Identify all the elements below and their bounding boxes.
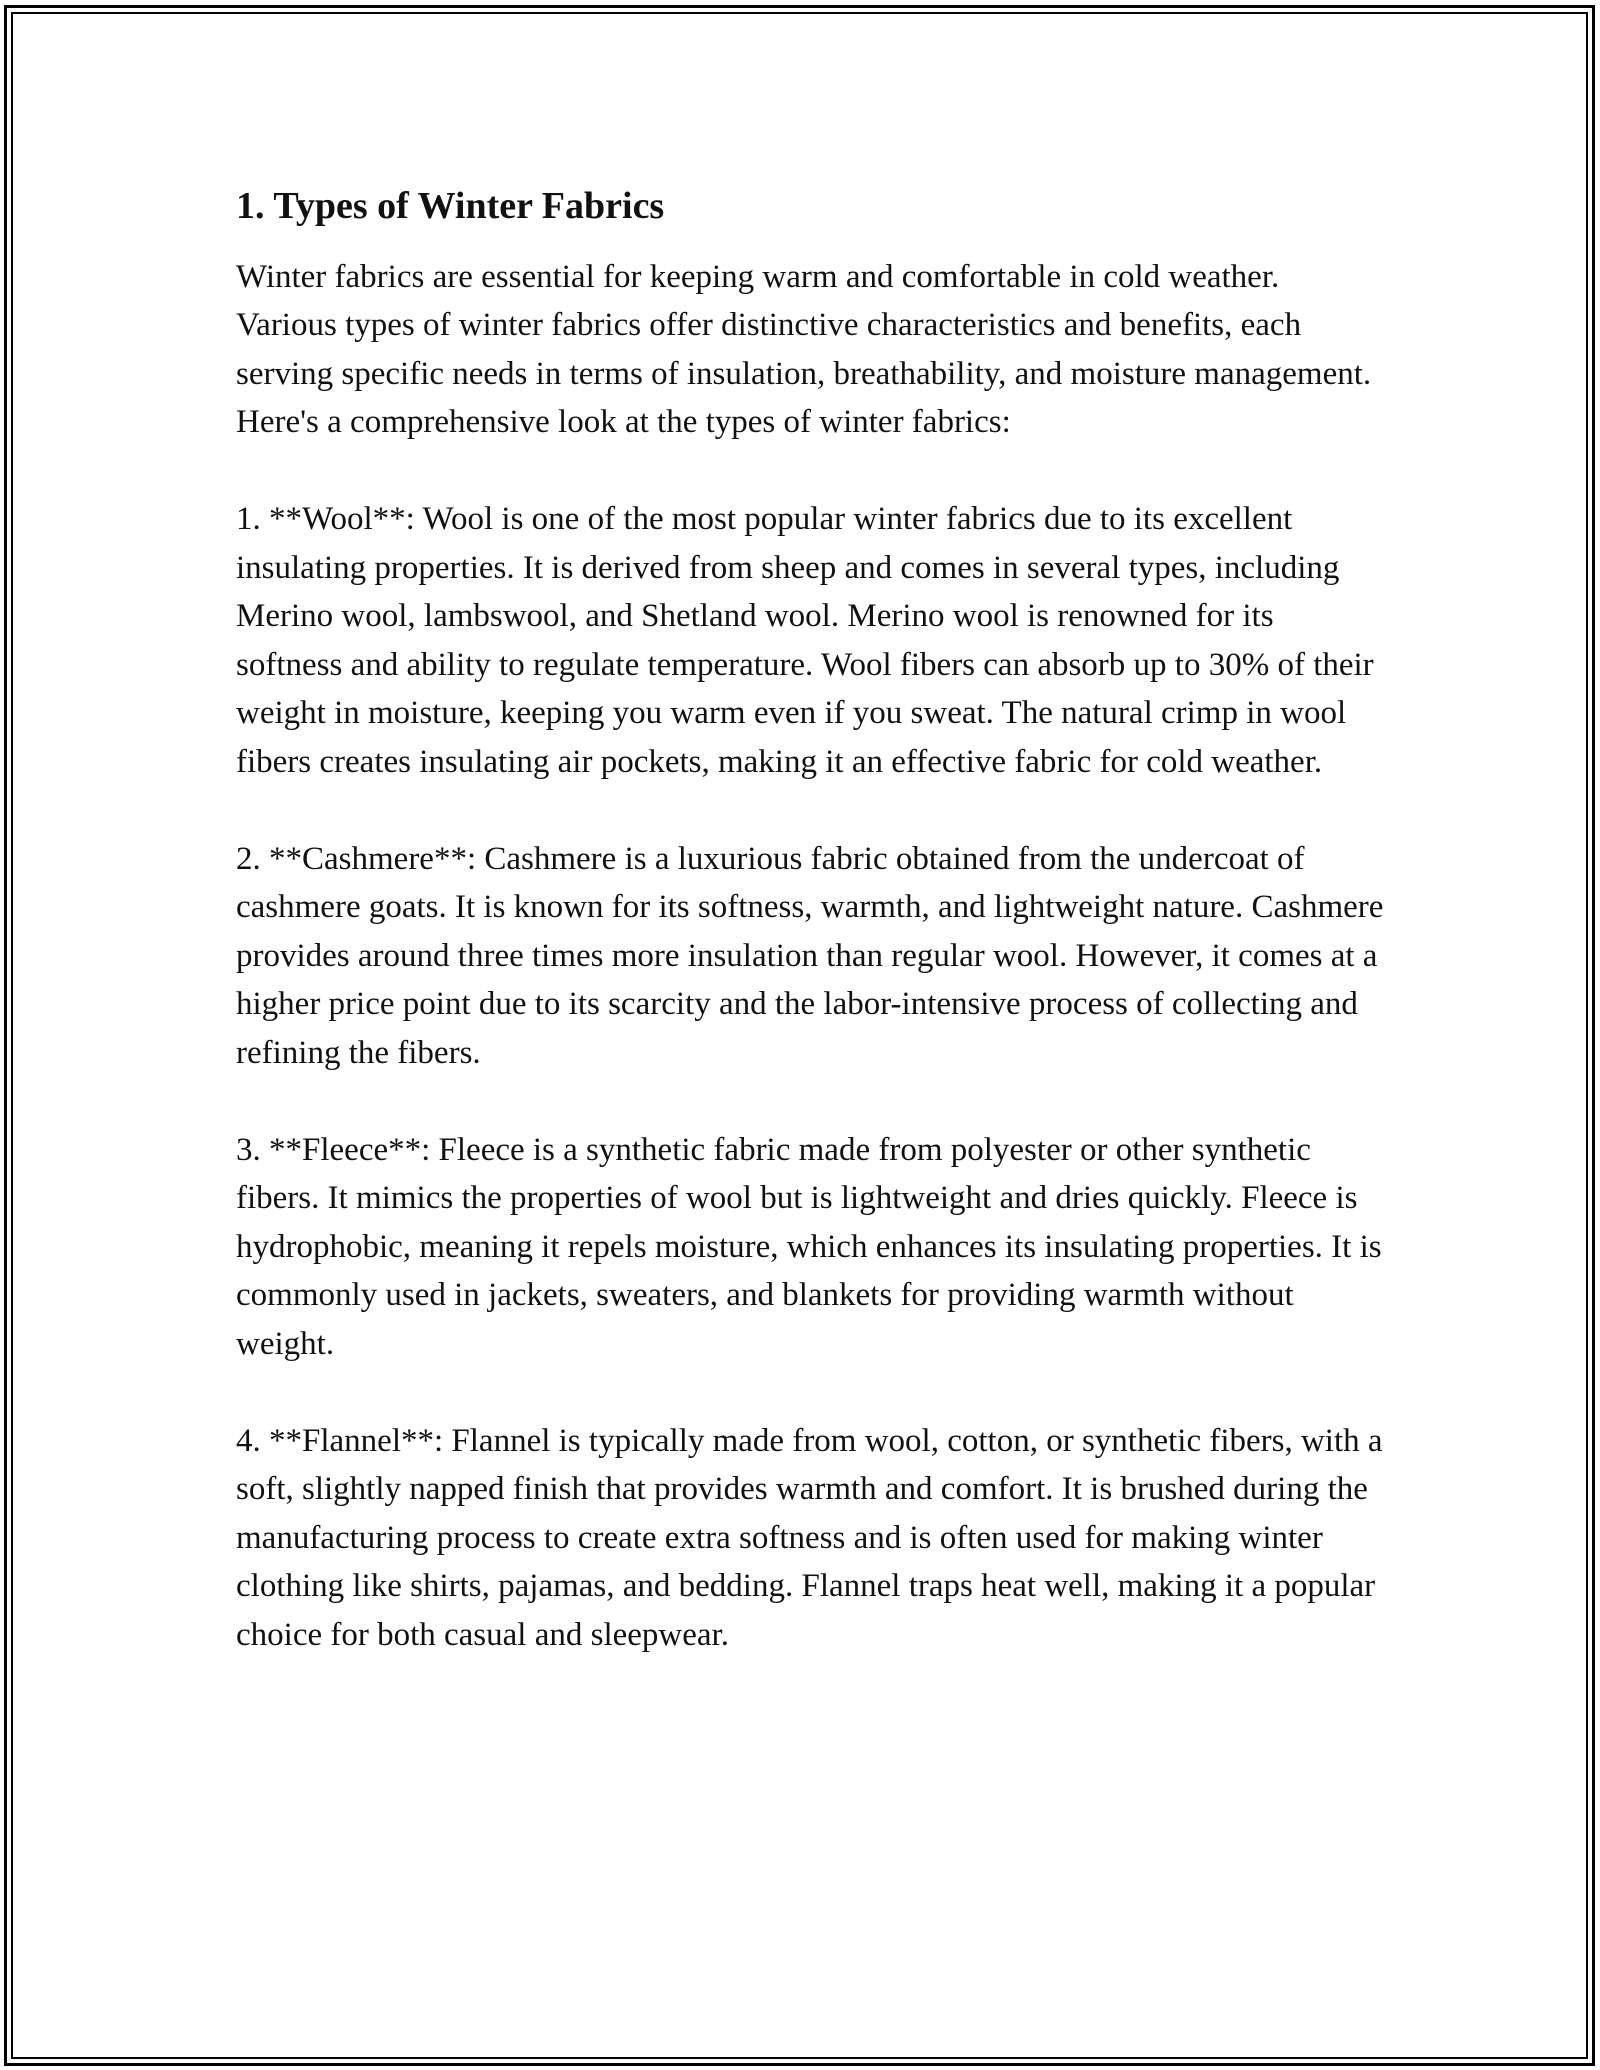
- cashmere-paragraph: 2. **Cashmere**: Cashmere is a luxurious fabric obtained from the undercoat of cashmere goats. It is known for its softness, warmth, and lightweight nature. Cashmere provides around three times more insulation than regular wool. However, it comes at a higher price point due to its scarcity and the labor-intensive process of collecting and refining the fibers.: [236, 840, 1384, 1071]
- wool-paragraph: 1. **Wool**: Wool is one of the most popular winter fabrics due to its excellent insulating properties. It is derived from sheep and comes in several types, including Merino wool, lambswool, and Shetland wool. Merino wool is renowned for its softness and ability to regulate temperature. Wool fibers can absorb up to 30% of their weight in moisture, keeping you warm even if you sweat. The natural crimp in wool fibers creates insulating air pockets, making it an effective fabric for cold weather.: [236, 501, 1374, 780]
- flannel-paragraph: 4. **Flannel**: Flannel is typically made from wool, cotton, or synthetic fibers, with a soft, slightly napped finish that provides warmth and comfort. It is brushed during the manufacturing process to create extra softness and is often used for making winter clothing like shirts, pajamas, and bedding. Flannel traps heat well, making it a popular choice for both casual and sleepwear.: [236, 1422, 1383, 1653]
- document-body: [236, 185, 1386, 1708]
- intro-paragraph: Winter fabrics are essential for keeping warm and comfortable in cold weather. Various types of winter fabrics offer distinctive characteristics and benefits, each serving specific needs in terms of insulation, breathability, and moisture management. Here's a comprehensive look at the types of winter fabrics:: [236, 258, 1372, 441]
- section-heading: 1. Types of Winter Fabrics: [236, 185, 665, 227]
- fleece-paragraph: 3. **Fleece**: Fleece is a synthetic fabric made from polyester or other synthetic fibers. It mimics the properties of wool but is lightweight and dries quickly. Fleece is hydrophobic, meaning it repels moisture, which enhances its insulating properties. It is commonly used in jackets, sweaters, and blankets for providing warmth without weight.: [236, 1131, 1382, 1362]
